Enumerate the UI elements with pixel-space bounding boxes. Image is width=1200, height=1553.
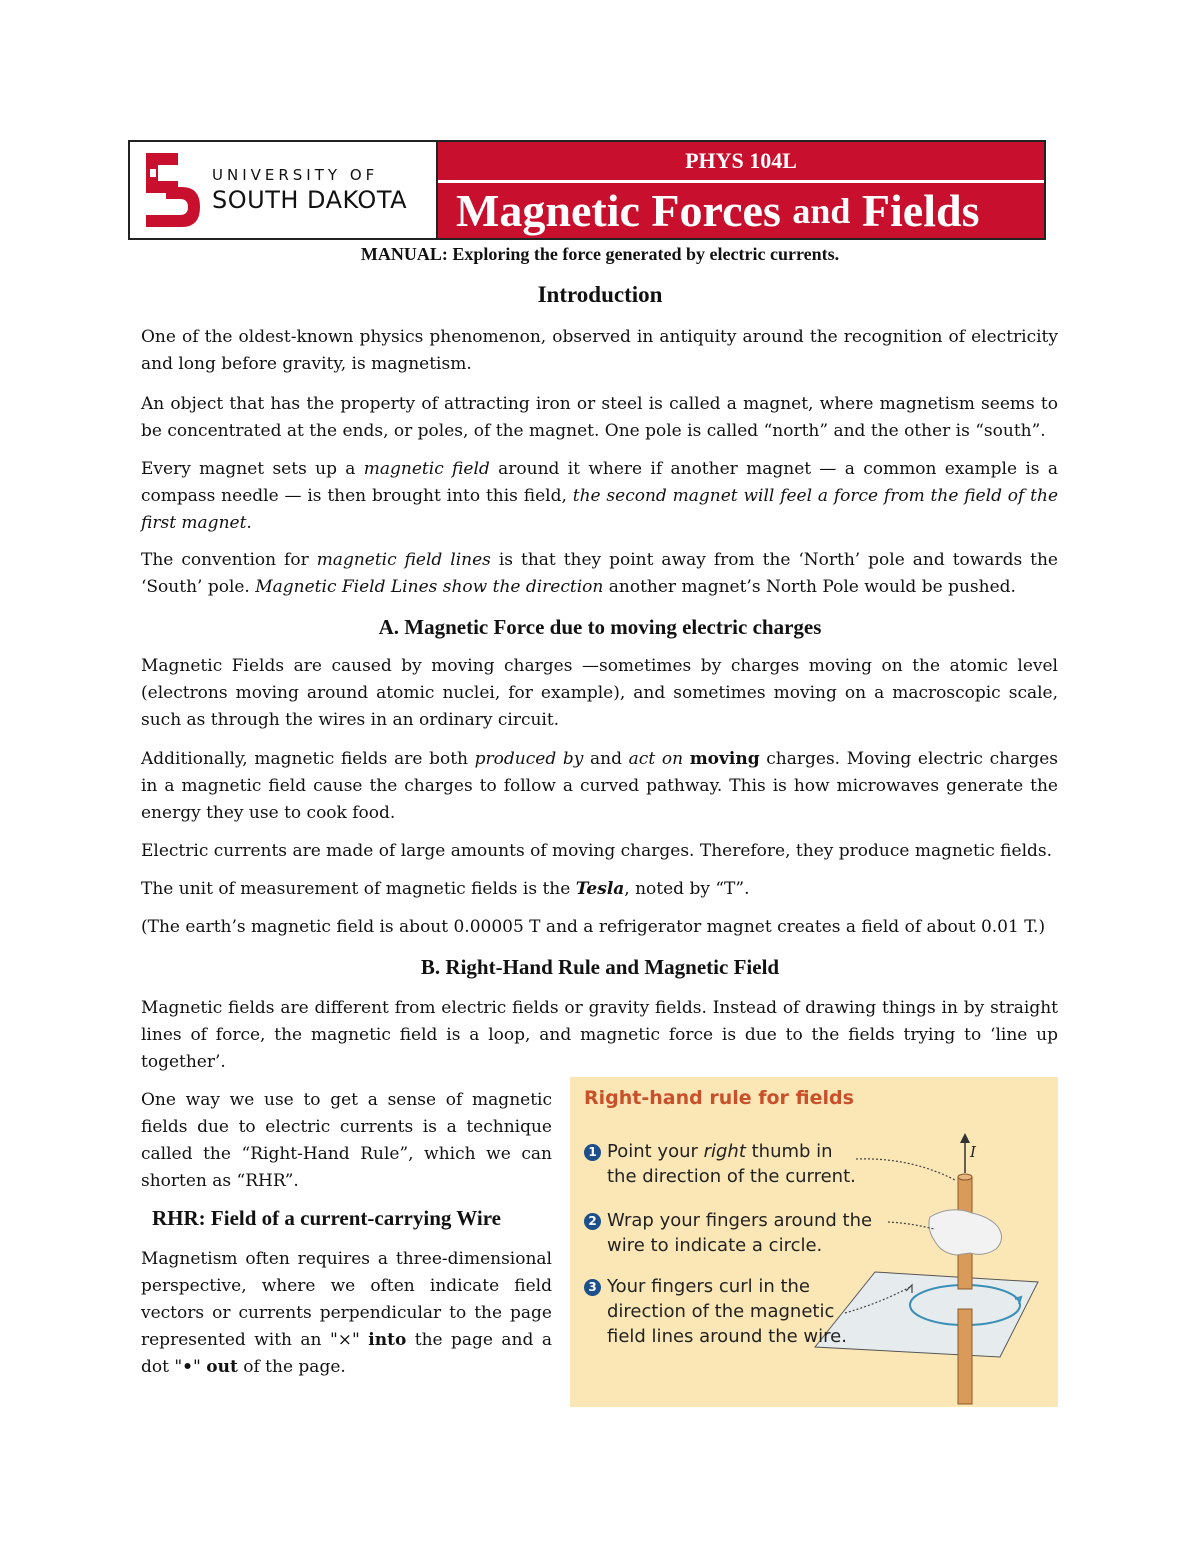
section-a-paragraph-3: Electric currents are made of large amounts of moving charges. Therefore, they produce magnetic fields. xyxy=(141,841,1053,861)
step-3-number: 3 xyxy=(584,1279,601,1296)
step-1-number: 1 xyxy=(584,1144,601,1161)
intro-paragraph-2: An object that has the property of attracting iron or steel is called a magnet, where magnetism seems to be concentrated at the ends, or poles, of the magnet. One pole is called “north” and the other is “south”. xyxy=(141,394,1058,441)
intro-paragraph-4: The convention for magnetic field lines is that they point away from the ‘North’ pole and towards the ‘South’ pole. Magnetic Field Lines show the direction another magnet’s North Pole would be pushed. xyxy=(141,550,1058,597)
figure-step-1: 1 Point your right thumb in the direction of the current. xyxy=(584,1139,856,1189)
intro-paragraph-3: Every magnet sets up a magnetic field around it where if another magnet — a common example is a compass needle — is then brought into this field, the second magnet will feel a force from the field of the first magnet. xyxy=(141,459,1059,533)
section-b-paragraph-2: One way we use to get a sense of magnetic fields due to electric currents is a technique called the “Right-Hand Rule”, which we can shorten as “RHR”. xyxy=(141,1090,552,1191)
manual-subtitle: MANUAL: Exploring the force generated by electric currents. xyxy=(360,244,840,264)
intro-paragraph-1: One of the oldest-known physics phenomenon, observed in antiquity around the recognition of electricity and long before gravity, is magnetism. xyxy=(141,327,1058,374)
title-part2: and xyxy=(792,190,851,231)
title-part3: Fields xyxy=(861,185,980,236)
right-hand-rule-figure xyxy=(570,1077,1058,1407)
university-line1: UNIVERSITY OF xyxy=(212,166,379,184)
intro-heading: Introduction xyxy=(537,282,663,307)
section-a-paragraph-4: The unit of measurement of magnetic fields is the Tesla, noted by “T”. xyxy=(141,879,750,899)
university-line2: SOUTH DAKOTA xyxy=(212,186,408,214)
step-2-number: 2 xyxy=(584,1213,601,1230)
section-b-heading: B. Right-Hand Rule and Magnetic Field xyxy=(420,955,780,979)
current-arrow-icon xyxy=(960,1133,970,1143)
section-a-paragraph-2: Additionally, magnetic fields are both produced by and act on moving charges. Moving electric charges in a magnetic field cause the charges to follow a curved pathway. This is how microwaves generate the energy they use to cook food. xyxy=(141,749,1059,823)
section-b-paragraph-1: Magnetic fields are different from electric fields or gravity fields. Instead of drawing things in by straight lines of force, the magnetic field is a loop, and magnetic force is due to the fields trying to ‘line up together’. xyxy=(141,998,1058,1072)
figure-title: Right-hand rule for fields xyxy=(584,1087,854,1109)
document-title xyxy=(438,183,1044,238)
figure-step-3: 3 Your fingers curl in the direction of the magnetic field lines around the wire. xyxy=(584,1274,847,1349)
usd-logo-icon xyxy=(140,147,204,233)
university-logo xyxy=(130,142,438,238)
course-code: PHYS 104L xyxy=(438,142,1044,183)
section-a-paragraph-5: (The earth’s magnetic field is about 0.00005 T and a refrigerator magnet creates a field of about 0.01 T.) xyxy=(141,917,1046,937)
rhr-subheading: RHR: Field of a current-carrying Wire xyxy=(152,1206,501,1230)
figure-step-2: 2 Wrap your fingers around the wire to indicate a circle. xyxy=(584,1208,872,1258)
section-a-heading: A. Magnetic Force due to moving electric charges xyxy=(378,615,822,639)
section-b-paragraph-3: Magnetism often requires a three-dimensional perspective, where we often indicate field vectors or currents perpendicular to the page represented with an "×" into the page and a dot "•" out of the page. xyxy=(141,1249,552,1377)
hand-icon xyxy=(929,1210,1002,1255)
title-part1: Magnetic Forces xyxy=(456,185,781,236)
current-label: I xyxy=(970,1143,976,1161)
section-a-paragraph-1: Magnetic Fields are caused by moving charges —sometimes by charges moving on the atomic level (electrons moving around atomic nuclei, for example), and sometimes moving on a macroscopic scale, such as through the wires in an ordinary circuit. xyxy=(141,656,1058,730)
header-banner xyxy=(128,140,1046,240)
